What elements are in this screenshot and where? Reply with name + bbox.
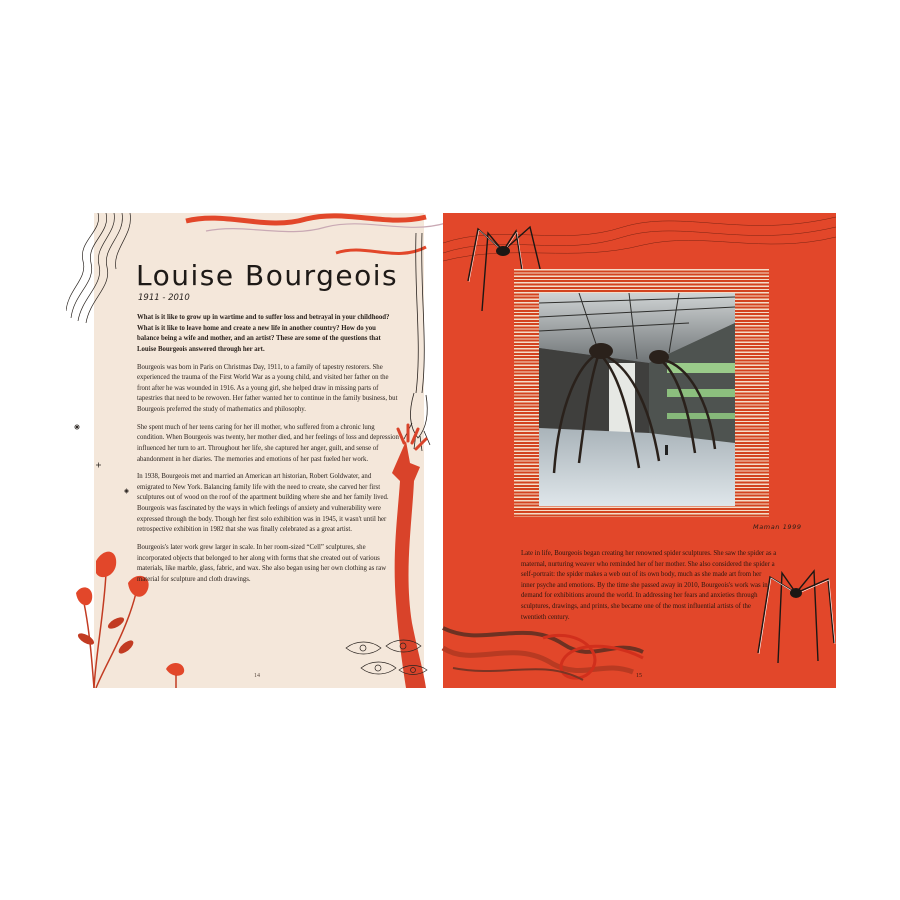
intro-paragraph: What is it like to grow up in wartime and to suffer loss and betrayal in your childhood? What is it like to leave home and create a new life in another country? How do you balance being a wife and mother, and an artist? These are some of the questions that Louise Bourgeois answered through her art.: [137, 314, 390, 353]
page-title: Louise Bourgeois: [136, 259, 399, 292]
page-number-right: 15: [636, 673, 642, 679]
body-paragraph-2: She spent much of her teens caring for her ill mother, who suffered from a chronic lung condition. When Bourgeois was twenty, her mother died, and her feelings of loss and depression influenced her turn to art. Throughout her life, she captured her anger, guilt, and sense of abandonment in her diaries. The memories and emotions of her past fueled her work.: [137, 423, 399, 463]
eyes-illustration: [341, 638, 436, 683]
small-flower-illustration: [162, 661, 192, 688]
left-page: [66, 213, 443, 688]
body-paragraph-1: Bourgeois was born in Paris on Christmas Day, 1911, to a family of tapestry restorers. She experienced the trauma of the First World War as a young child, and visited her father on the front after he was wounded in 1916. As a young girl, she helped draw in missing parts of tapestries that need to be rewoven. Her father wanted her to continue in the family business, but Bourgeois preferred the study of mathematics and philosophy.: [137, 363, 398, 413]
photo-frame: [514, 269, 769, 517]
maman-photo: [539, 293, 735, 506]
hanging-hand-illustration: [396, 233, 436, 453]
life-dates: 1911 - 2010: [138, 293, 190, 303]
left-body-text: [137, 313, 399, 593]
turbine-hall-scene: [539, 293, 735, 506]
right-page: [443, 213, 836, 688]
star-sparkles: [66, 413, 146, 513]
body-paragraph-4: Bourgeois's later work grew larger in scale. In her room-sized “Cell” sculptures, she incorporated objects that belonged to her along with forms that she created out of various materials, like marble, glass, fabric, and wax. She also began using her own clothing as raw material for sculpture and cloth drawings.: [137, 544, 387, 583]
contour-lines-illustration: [66, 213, 146, 323]
right-paragraph: Late in life, Bourgeois began creating her renowned spider sculptures. She saw the spider as a maternal, nurturing weaver who reminded her of her mother. She also considered the spider a self-portrait: the spider makes a web out of its own body, much as she made art from her inner psyche and emotions. By the time she passed away in 2010, Bourgeois's work was in demand for exhibitions around the world. In addressing her fears and anxieties through sculptures, drawings, and prints, she became one of the most influential artists of the twentieth century.: [521, 550, 777, 621]
page-number-left: 14: [254, 673, 260, 679]
tangled-ribbons-illustration: [443, 608, 723, 688]
photo-caption: Maman 1999: [753, 523, 802, 531]
book-spread: [66, 213, 836, 688]
spider-illustration-bottom: [748, 563, 836, 673]
body-paragraph-3: In 1938, Bourgeois met and married an American art historian, Robert Goldwater, and emigrated to New York. Balancing family life with the need to create, she carved her first sculptures out of wood on the roof of the apartment building where she and her family lived. Bourgeois was fascinated by the ways in which feelings of anxiety and vulnerability were expressed through the body. Though her first solo exhibition was in 1945, it wasn't until her retrospective exhibition in 1982 that she was finally celebrated as a great artist.: [137, 473, 389, 534]
